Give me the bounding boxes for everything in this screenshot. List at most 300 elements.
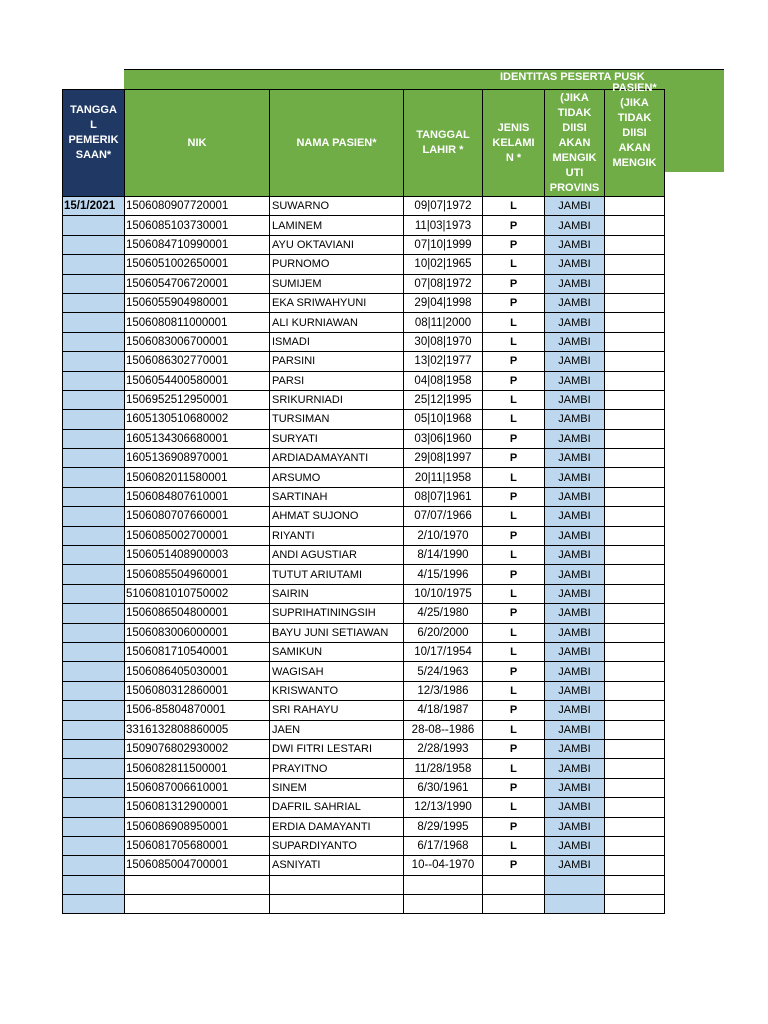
cell-tanggal-lahir[interactable]: 07|08|1972: [404, 274, 483, 293]
cell-tanggal-lahir[interactable]: 13|02|1977: [404, 352, 483, 371]
cell-nama-pasien[interactable]: AYU OKTAVIANI: [270, 235, 404, 254]
cell-tanggal-lahir[interactable]: 5/24/1963: [404, 662, 483, 681]
cell-tanggal-pemeriksaan[interactable]: [63, 565, 125, 584]
cell-nik[interactable]: 1506051408900003: [125, 546, 270, 565]
table-row: [63, 371, 665, 390]
cell-jenis-kelamin[interactable]: L: [483, 197, 545, 216]
cell-nik[interactable]: 1506084807610001: [125, 487, 270, 506]
cell-tanggal-lahir[interactable]: 10/17/1954: [404, 642, 483, 661]
cell-nik[interactable]: 1605136908970001: [125, 449, 270, 468]
cell-extra[interactable]: [605, 371, 665, 390]
header-lahir-line: LAHIR *: [422, 144, 464, 156]
cell-nama-pasien[interactable]: SRI RAHAYU: [270, 701, 404, 720]
cell-nik[interactable]: 1506080312860001: [125, 681, 270, 700]
cell-tanggal-pemeriksaan[interactable]: [63, 468, 125, 487]
cell-tanggal-lahir[interactable]: 08|07|1961: [404, 487, 483, 506]
header-extra-line: DIISI: [622, 127, 647, 139]
cell-provinsi[interactable]: JAMBI: [545, 390, 605, 409]
cell-extra[interactable]: [605, 235, 665, 254]
cell-extra[interactable]: [605, 390, 665, 409]
cell-nik[interactable]: 1506-85804870001: [125, 701, 270, 720]
cell-provinsi[interactable]: JAMBI: [545, 235, 605, 254]
cell-provinsi[interactable]: JAMBI: [545, 798, 605, 817]
cell-tanggal-pemeriksaan[interactable]: [63, 739, 125, 758]
cell-nama-pasien[interactable]: SUWARNO: [270, 197, 404, 216]
cell-extra[interactable]: [605, 429, 665, 448]
header-jenis-kelamin[interactable]: [483, 90, 545, 197]
cell-tanggal-pemeriksaan[interactable]: [63, 526, 125, 545]
cell-provinsi[interactable]: JAMBI: [545, 449, 605, 468]
cell-tanggal-lahir[interactable]: 6/30/1961: [404, 778, 483, 797]
cell-provinsi[interactable]: JAMBI: [545, 604, 605, 623]
cell-tanggal-pemeriksaan[interactable]: [63, 642, 125, 661]
header-tanggal-line: SAAN*: [75, 149, 112, 161]
cell-nama-pasien[interactable]: EKA SRIWAHYUNI: [270, 293, 404, 312]
cell-provinsi[interactable]: JAMBI: [545, 720, 605, 739]
cell-tanggal-lahir[interactable]: 4/15/1996: [404, 565, 483, 584]
cell-extra[interactable]: [605, 701, 665, 720]
cell-extra[interactable]: [605, 332, 665, 351]
cell-nama-pasien[interactable]: ARSUMO: [270, 468, 404, 487]
cell-tanggal-pemeriksaan[interactable]: [63, 662, 125, 681]
cell-extra[interactable]: [605, 216, 665, 235]
cell-jenis-kelamin[interactable]: L: [483, 255, 545, 274]
table-row: [63, 623, 665, 642]
cell-jenis-kelamin[interactable]: P: [483, 352, 545, 371]
table-row: [63, 313, 665, 332]
header-nik[interactable]: NIK: [125, 90, 270, 197]
cell-extra[interactable]: [605, 895, 665, 914]
header-row: [63, 90, 665, 197]
cell-extra[interactable]: [605, 584, 665, 603]
cell-nama-pasien[interactable]: LAMINEM: [270, 216, 404, 235]
cell-nik[interactable]: 1605130510680002: [125, 410, 270, 429]
cell-tanggal-lahir[interactable]: 2/28/1993: [404, 739, 483, 758]
cell-tanggal-pemeriksaan[interactable]: [63, 410, 125, 429]
cell-nama-pasien[interactable]: ERDIA DAMAYANTI: [270, 817, 404, 836]
cell-tanggal-lahir[interactable]: 6/20/2000: [404, 623, 483, 642]
cell-nik[interactable]: 1506080707660001: [125, 507, 270, 526]
cell-provinsi[interactable]: JAMBI: [545, 584, 605, 603]
cell-jenis-kelamin[interactable]: P: [483, 778, 545, 797]
cell-tanggal-lahir[interactable]: 12/3/1986: [404, 681, 483, 700]
cell-jenis-kelamin[interactable]: P: [483, 216, 545, 235]
cell-jenis-kelamin[interactable]: P: [483, 487, 545, 506]
cell-extra[interactable]: [605, 681, 665, 700]
cell-extra[interactable]: [605, 487, 665, 506]
cell-nik[interactable]: 1506081710540001: [125, 642, 270, 661]
header-prov-line: PROVINS: [549, 182, 600, 194]
cell-tanggal-lahir[interactable]: 25|12|1995: [404, 390, 483, 409]
cell-extra[interactable]: [605, 468, 665, 487]
cell-tanggal-pemeriksaan[interactable]: [63, 701, 125, 720]
cell-extra[interactable]: [605, 720, 665, 739]
cell-tanggal-lahir[interactable]: 10/10/1975: [404, 584, 483, 603]
cell-provinsi[interactable]: JAMBI: [545, 216, 605, 235]
cell-provinsi[interactable]: JAMBI: [545, 507, 605, 526]
table-row: [63, 836, 665, 855]
cell-extra[interactable]: [605, 546, 665, 565]
cell-nama-pasien[interactable]: SUMIJEM: [270, 274, 404, 293]
cell-jenis-kelamin[interactable]: L: [483, 313, 545, 332]
cell-nama-pasien[interactable]: ISMADI: [270, 332, 404, 351]
table-row: [63, 255, 665, 274]
cell-jenis-kelamin[interactable]: P: [483, 662, 545, 681]
cell-provinsi[interactable]: JAMBI: [545, 352, 605, 371]
cell-nama-pasien[interactable]: PRAYITNO: [270, 759, 404, 778]
cell-nama-pasien[interactable]: PARSI: [270, 371, 404, 390]
cell-extra[interactable]: [605, 604, 665, 623]
cell-nama-pasien[interactable]: AHMAT SUJONO: [270, 507, 404, 526]
cell-nama-pasien[interactable]: DWI FITRI LESTARI: [270, 739, 404, 758]
cell-tanggal-lahir[interactable]: 20|11|1958: [404, 468, 483, 487]
patient-table: [62, 82, 665, 914]
cell-provinsi[interactable]: JAMBI: [545, 701, 605, 720]
cell-nik[interactable]: 5106081010750002: [125, 584, 270, 603]
cell-provinsi[interactable]: JAMBI: [545, 565, 605, 584]
cell-extra[interactable]: [605, 526, 665, 545]
cell-extra[interactable]: [605, 778, 665, 797]
cell-tanggal-lahir[interactable]: 10|02|1965: [404, 255, 483, 274]
cell-tanggal-pemeriksaan[interactable]: [63, 216, 125, 235]
cell-nama-pasien[interactable]: TURSIMAN: [270, 410, 404, 429]
cell-tanggal-lahir[interactable]: [404, 895, 483, 914]
cell-jenis-kelamin[interactable]: P: [483, 429, 545, 448]
cell-nik[interactable]: 1506952512950001: [125, 390, 270, 409]
cell-nama-pasien[interactable]: SUPRIHATININGSIH: [270, 604, 404, 623]
cell-extra[interactable]: [605, 623, 665, 642]
cell-nik[interactable]: 1506083006700001: [125, 332, 270, 351]
cell-tanggal-pemeriksaan[interactable]: [63, 487, 125, 506]
cell-provinsi[interactable]: JAMBI: [545, 429, 605, 448]
cell-extra[interactable]: [605, 449, 665, 468]
cell-extra[interactable]: [605, 352, 665, 371]
cell-provinsi[interactable]: JAMBI: [545, 487, 605, 506]
cell-provinsi[interactable]: JAMBI: [545, 468, 605, 487]
cell-tanggal-pemeriksaan[interactable]: [63, 623, 125, 642]
cell-tanggal-lahir[interactable]: 09|07|1972: [404, 197, 483, 216]
cell-tanggal-pemeriksaan[interactable]: [63, 390, 125, 409]
cell-provinsi[interactable]: JAMBI: [545, 681, 605, 700]
cell-extra[interactable]: [605, 293, 665, 312]
cell-nama-pasien[interactable]: SARTINAH: [270, 487, 404, 506]
cell-tanggal-lahir[interactable]: 8/29/1995: [404, 817, 483, 836]
cell-jenis-kelamin[interactable]: L: [483, 410, 545, 429]
cell-tanggal-pemeriksaan[interactable]: [63, 332, 125, 351]
cell-extra[interactable]: [605, 197, 665, 216]
cell-tanggal-pemeriksaan[interactable]: [63, 293, 125, 312]
table-row: [63, 507, 665, 526]
table-row: [63, 895, 665, 914]
cell-jenis-kelamin[interactable]: L: [483, 390, 545, 409]
cell-jenis-kelamin[interactable]: L: [483, 332, 545, 351]
table-row: [63, 681, 665, 700]
cell-extra[interactable]: [605, 662, 665, 681]
cell-jenis-kelamin[interactable]: P: [483, 274, 545, 293]
cell-nama-pasien[interactable]: BAYU JUNI SETIAWAN: [270, 623, 404, 642]
cell-nama-pasien[interactable]: PARSINI: [270, 352, 404, 371]
table-row: [63, 875, 665, 894]
cell-tanggal-lahir[interactable]: 4/18/1987: [404, 701, 483, 720]
cell-tanggal-lahir[interactable]: [404, 875, 483, 894]
cell-tanggal-pemeriksaan[interactable]: [63, 895, 125, 914]
cell-extra[interactable]: [605, 507, 665, 526]
table-row: [63, 739, 665, 758]
header-tanggal-pemeriksaan[interactable]: [63, 90, 125, 197]
cell-tanggal-pemeriksaan[interactable]: [63, 604, 125, 623]
cell-extra[interactable]: [605, 798, 665, 817]
cell-nama-pasien[interactable]: DAFRIL SAHRIAL: [270, 798, 404, 817]
cell-tanggal-pemeriksaan[interactable]: [63, 352, 125, 371]
cell-jenis-kelamin[interactable]: P: [483, 526, 545, 545]
cell-nik[interactable]: 1506086908950001: [125, 817, 270, 836]
cell-tanggal-pemeriksaan[interactable]: [63, 449, 125, 468]
cell-tanggal-pemeriksaan[interactable]: [63, 255, 125, 274]
cell-nama-pasien[interactable]: [270, 895, 404, 914]
cell-nik[interactable]: 1506085004700001: [125, 856, 270, 875]
cell-jenis-kelamin[interactable]: P: [483, 235, 545, 254]
cell-extra[interactable]: [605, 274, 665, 293]
cell-jenis-kelamin[interactable]: P: [483, 565, 545, 584]
cell-nama-pasien[interactable]: ALI KURNIAWAN: [270, 313, 404, 332]
cell-nik[interactable]: 1506082011580001: [125, 468, 270, 487]
cell-nik[interactable]: 1506085002700001: [125, 526, 270, 545]
cell-jenis-kelamin[interactable]: P: [483, 701, 545, 720]
cell-provinsi[interactable]: JAMBI: [545, 274, 605, 293]
table-row: [63, 642, 665, 661]
table-row: [63, 778, 665, 797]
cell-jenis-kelamin[interactable]: L: [483, 759, 545, 778]
cell-tanggal-pemeriksaan[interactable]: [63, 759, 125, 778]
cell-provinsi[interactable]: JAMBI: [545, 313, 605, 332]
cell-nik[interactable]: 1506080811000001: [125, 313, 270, 332]
cell-provinsi[interactable]: JAMBI: [545, 526, 605, 545]
cell-tanggal-lahir[interactable]: 07/07/1966: [404, 507, 483, 526]
cell-provinsi[interactable]: JAMBI: [545, 778, 605, 797]
header-nama-pasien[interactable]: NAMA PASIEN*: [270, 90, 404, 197]
cell-tanggal-pemeriksaan[interactable]: [63, 507, 125, 526]
cell-provinsi[interactable]: JAMBI: [545, 255, 605, 274]
cell-nik[interactable]: 1506082811500001: [125, 759, 270, 778]
cell-jenis-kelamin[interactable]: L: [483, 681, 545, 700]
cell-extra[interactable]: [605, 875, 665, 894]
cell-nama-pasien[interactable]: ASNIYATI: [270, 856, 404, 875]
cell-nama-pasien[interactable]: TUTUT ARIUTAMI: [270, 565, 404, 584]
cell-tanggal-pemeriksaan[interactable]: [63, 856, 125, 875]
cell-jenis-kelamin[interactable]: L: [483, 642, 545, 661]
cell-tanggal-lahir[interactable]: 8/14/1990: [404, 546, 483, 565]
cell-jenis-kelamin[interactable]: L: [483, 584, 545, 603]
header-extra-line: (JIKA: [620, 97, 649, 109]
cell-jenis-kelamin[interactable]: L: [483, 623, 545, 642]
cell-nama-pasien[interactable]: PURNOMO: [270, 255, 404, 274]
cell-tanggal-pemeriksaan[interactable]: [63, 817, 125, 836]
cell-nik[interactable]: 1506081312900001: [125, 798, 270, 817]
cell-tanggal-lahir[interactable]: 28-08--1986: [404, 720, 483, 739]
cell-jenis-kelamin[interactable]: P: [483, 293, 545, 312]
header-extra-line: TIDAK: [617, 112, 652, 124]
cell-extra[interactable]: [605, 410, 665, 429]
cell-extra[interactable]: [605, 565, 665, 584]
cell-tanggal-lahir[interactable]: 4/25/1980: [404, 604, 483, 623]
cell-extra[interactable]: [605, 313, 665, 332]
cell-jenis-kelamin[interactable]: P: [483, 739, 545, 758]
cell-nik[interactable]: 1506086302770001: [125, 352, 270, 371]
cell-nik[interactable]: [125, 875, 270, 894]
cell-tanggal-pemeriksaan[interactable]: [63, 720, 125, 739]
cell-tanggal-pemeriksaan[interactable]: [63, 798, 125, 817]
cell-nama-pasien[interactable]: SUPARDIYANTO: [270, 836, 404, 855]
header-prov-line: DIISI: [562, 122, 587, 134]
cell-tanggal-lahir[interactable]: 07|10|1999: [404, 235, 483, 254]
cell-extra[interactable]: [605, 836, 665, 855]
cell-nik[interactable]: 1506086405030001: [125, 662, 270, 681]
cell-nik[interactable]: 1506083006000001: [125, 623, 270, 642]
cell-nama-pasien[interactable]: WAGISAH: [270, 662, 404, 681]
cell-nik[interactable]: 1506054706720001: [125, 274, 270, 293]
cell-nama-pasien[interactable]: JAEN: [270, 720, 404, 739]
cell-extra[interactable]: [605, 642, 665, 661]
table-body: [63, 197, 665, 914]
cell-nik[interactable]: 1605134306680001: [125, 429, 270, 448]
cell-nama-pasien[interactable]: SURYATI: [270, 429, 404, 448]
cell-tanggal-pemeriksaan[interactable]: [63, 836, 125, 855]
header-tanggal-lahir[interactable]: [404, 90, 483, 197]
cell-tanggal-lahir[interactable]: 29|08|1997: [404, 449, 483, 468]
cell-tanggal-lahir[interactable]: 29|04|1998: [404, 293, 483, 312]
header-jk-line: JENIS: [497, 121, 530, 134]
cell-nik[interactable]: 1506054400580001: [125, 371, 270, 390]
table-row: [63, 449, 665, 468]
cell-tanggal-lahir[interactable]: 10--04-1970: [404, 856, 483, 875]
cell-nama-pasien[interactable]: KRISWANTO: [270, 681, 404, 700]
cell-provinsi[interactable]: JAMBI: [545, 332, 605, 351]
cell-extra[interactable]: [605, 856, 665, 875]
cell-provinsi[interactable]: JAMBI: [545, 623, 605, 642]
cell-tanggal-pemeriksaan[interactable]: [63, 274, 125, 293]
cell-jenis-kelamin[interactable]: P: [483, 604, 545, 623]
cell-jenis-kelamin[interactable]: L: [483, 836, 545, 855]
cell-provinsi[interactable]: JAMBI: [545, 817, 605, 836]
table-row: [63, 759, 665, 778]
cell-nama-pasien[interactable]: SRIKURNIADI: [270, 390, 404, 409]
table-row: [63, 410, 665, 429]
cell-provinsi[interactable]: JAMBI: [545, 759, 605, 778]
header-prov-line: AKAN: [558, 137, 591, 149]
cell-jenis-kelamin[interactable]: P: [483, 856, 545, 875]
cell-tanggal-lahir[interactable]: 12/13/1990: [404, 798, 483, 817]
table-row: [63, 546, 665, 565]
cell-nik[interactable]: 1506081705680001: [125, 836, 270, 855]
cell-jenis-kelamin[interactable]: L: [483, 720, 545, 739]
cell-nama-pasien[interactable]: ANDI AGUSTIAR: [270, 546, 404, 565]
cell-nik[interactable]: 1506084710990001: [125, 235, 270, 254]
cell-tanggal-lahir[interactable]: 05|10|1968: [404, 410, 483, 429]
cell-provinsi[interactable]: JAMBI: [545, 836, 605, 855]
cell-jenis-kelamin[interactable]: P: [483, 449, 545, 468]
cell-tanggal-pemeriksaan[interactable]: [63, 313, 125, 332]
header-tanggal-line: PEMERIK: [68, 134, 119, 146]
cell-jenis-kelamin[interactable]: P: [483, 371, 545, 390]
cell-nama-pasien[interactable]: SAMIKUN: [270, 642, 404, 661]
cell-tanggal-pemeriksaan[interactable]: 15/1/2021: [63, 197, 125, 216]
cell-nik[interactable]: 1506055904980001: [125, 293, 270, 312]
cell-nik[interactable]: 1509076802930002: [125, 739, 270, 758]
table-row: [63, 197, 665, 216]
cell-provinsi[interactable]: JAMBI: [545, 371, 605, 390]
cell-tanggal-lahir[interactable]: 11|03|1973: [404, 216, 483, 235]
cell-tanggal-pemeriksaan[interactable]: [63, 584, 125, 603]
cell-provinsi[interactable]: JAMBI: [545, 739, 605, 758]
cell-tanggal-pemeriksaan[interactable]: [63, 778, 125, 797]
header-provinsi[interactable]: [545, 90, 605, 197]
cell-nama-pasien[interactable]: SINEM: [270, 778, 404, 797]
cell-tanggal-lahir[interactable]: 08|11|2000: [404, 313, 483, 332]
cell-tanggal-pemeriksaan[interactable]: [63, 546, 125, 565]
cell-tanggal-pemeriksaan[interactable]: [63, 681, 125, 700]
cell-jenis-kelamin[interactable]: L: [483, 507, 545, 526]
cell-provinsi[interactable]: [545, 875, 605, 894]
cell-extra[interactable]: [605, 739, 665, 758]
cell-provinsi[interactable]: JAMBI: [545, 410, 605, 429]
cell-jenis-kelamin[interactable]: P: [483, 817, 545, 836]
cell-tanggal-lahir[interactable]: 03|06|1960: [404, 429, 483, 448]
cell-provinsi[interactable]: JAMBI: [545, 642, 605, 661]
cell-tanggal-pemeriksaan[interactable]: [63, 235, 125, 254]
cell-extra[interactable]: [605, 759, 665, 778]
cell-provinsi[interactable]: [545, 895, 605, 914]
cell-tanggal-lahir[interactable]: 11/28/1958: [404, 759, 483, 778]
cell-provinsi[interactable]: JAMBI: [545, 856, 605, 875]
cell-provinsi[interactable]: JAMBI: [545, 197, 605, 216]
table-row: [63, 352, 665, 371]
cell-tanggal-pemeriksaan[interactable]: [63, 429, 125, 448]
cell-nik[interactable]: 3316132808860005: [125, 720, 270, 739]
cell-jenis-kelamin[interactable]: L: [483, 546, 545, 565]
cell-jenis-kelamin[interactable]: L: [483, 468, 545, 487]
cell-nama-pasien[interactable]: [270, 875, 404, 894]
cell-tanggal-lahir[interactable]: 6/17/1968: [404, 836, 483, 855]
cell-jenis-kelamin[interactable]: [483, 875, 545, 894]
cell-nik[interactable]: 1506085504960001: [125, 565, 270, 584]
cell-nik[interactable]: [125, 895, 270, 914]
cell-nama-pasien[interactable]: SAIRIN: [270, 584, 404, 603]
cell-provinsi[interactable]: JAMBI: [545, 293, 605, 312]
cell-nik[interactable]: 1506080907720001: [125, 197, 270, 216]
cell-provinsi[interactable]: JAMBI: [545, 662, 605, 681]
cell-tanggal-lahir[interactable]: 2/10/1970: [404, 526, 483, 545]
cell-extra[interactable]: [605, 817, 665, 836]
cell-nik[interactable]: 1506085103730001: [125, 216, 270, 235]
cell-nik[interactable]: 1506087006610001: [125, 778, 270, 797]
cell-nik[interactable]: 1506086504800001: [125, 604, 270, 623]
cell-provinsi[interactable]: JAMBI: [545, 546, 605, 565]
table-row: [63, 798, 665, 817]
cell-tanggal-lahir[interactable]: 04|08|1958: [404, 371, 483, 390]
cell-jenis-kelamin[interactable]: L: [483, 798, 545, 817]
cell-nik[interactable]: 1506051002650001: [125, 255, 270, 274]
cell-nama-pasien[interactable]: ARDIADAMAYANTI: [270, 449, 404, 468]
header-extra[interactable]: [605, 82, 665, 197]
cell-nama-pasien[interactable]: RIYANTI: [270, 526, 404, 545]
cell-tanggal-lahir[interactable]: 30|08|1970: [404, 332, 483, 351]
table-row: [63, 565, 665, 584]
table-row: [63, 817, 665, 836]
cell-extra[interactable]: [605, 255, 665, 274]
cell-tanggal-pemeriksaan[interactable]: [63, 875, 125, 894]
cell-tanggal-pemeriksaan[interactable]: [63, 371, 125, 390]
cell-jenis-kelamin[interactable]: [483, 895, 545, 914]
